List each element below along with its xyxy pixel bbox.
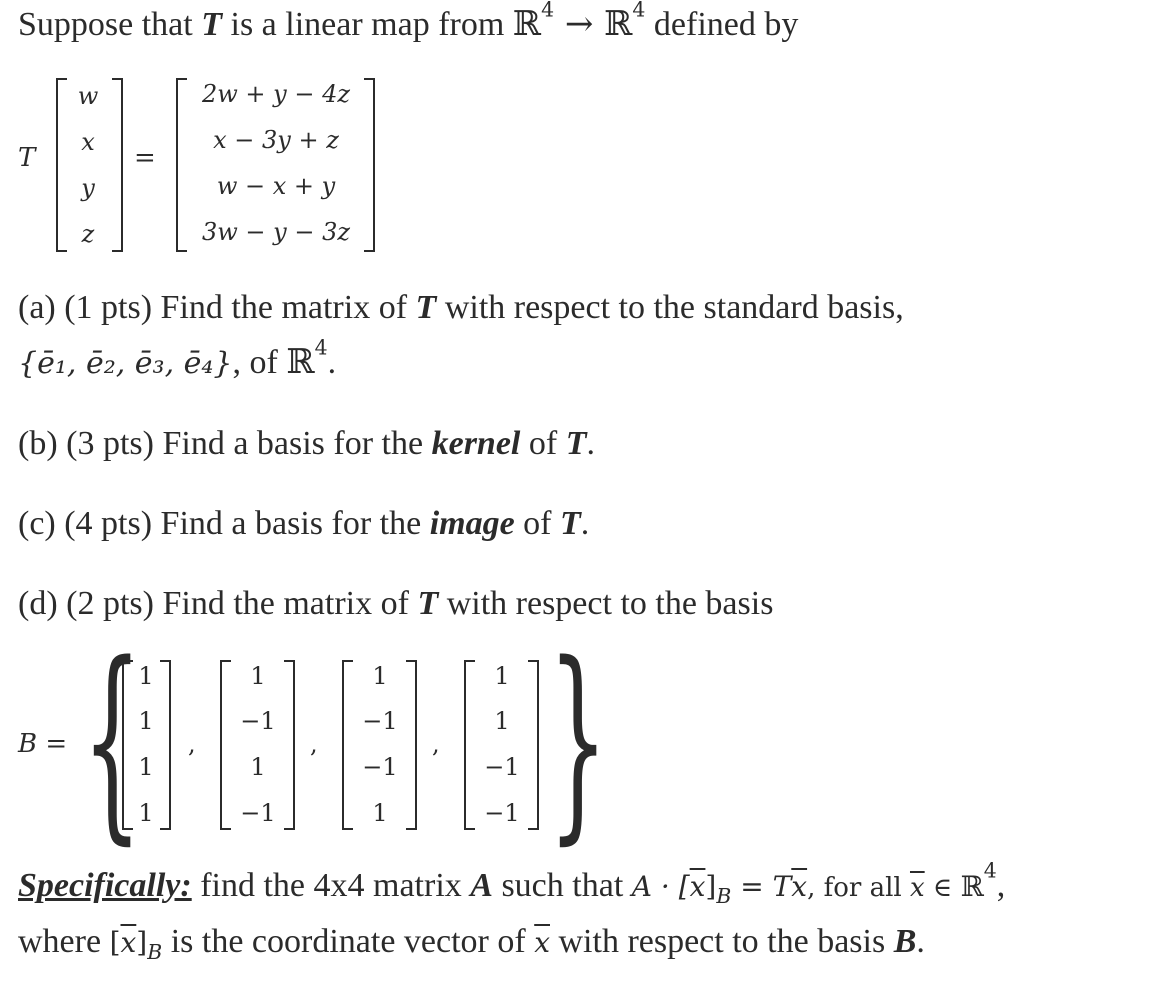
formula-equals-T: = T [731, 870, 792, 903]
map-symbol-T: T [415, 289, 437, 326]
output-entry: 2w + y − 4z [201, 80, 351, 108]
vector-entry: 1 [138, 799, 154, 827]
vector-entry: −1 [484, 799, 520, 827]
vector-entry: −1 [240, 707, 276, 735]
vector-entry: −1 [484, 753, 520, 781]
separator-comma: , [310, 730, 318, 758]
part-b-line [18, 424, 595, 464]
formula-A-dot: A · [ [631, 870, 690, 903]
vector-entry: 1 [138, 662, 154, 690]
basis-B-label: B = [18, 729, 68, 759]
specifically-line2 [18, 922, 925, 963]
input-entry: w [77, 82, 99, 110]
specifically-label: Specifically: [18, 867, 192, 904]
output-right-bracket [364, 78, 375, 252]
vector-entry: 1 [138, 753, 154, 781]
vector-entry: 1 [372, 662, 388, 690]
vector1-left-bracket [122, 660, 133, 830]
domain-exponent: 4 [541, 0, 555, 22]
matrix-symbol-A: A [470, 867, 493, 904]
map-symbol-T: T [417, 585, 439, 622]
vector-entry: 1 [138, 707, 154, 735]
x-bar-symbol: $\overline{x}$ [689, 870, 706, 903]
input-left-bracket [56, 78, 67, 252]
part-a-line1 [18, 288, 904, 328]
output-entry: w − x + y [216, 172, 336, 200]
specifically-text: find the 4x4 matrix [191, 867, 471, 904]
intro-mid: is a linear map from [222, 6, 513, 43]
part-d-text-end: with respect to the basis [438, 585, 774, 622]
vector4-right-bracket [528, 660, 539, 830]
x-bar-symbol: $\overline{x}$ [791, 870, 808, 903]
part-b-period: . [586, 425, 595, 462]
vector3-right-bracket [406, 660, 417, 830]
part-c-line [18, 504, 589, 544]
image-keyword: image [429, 505, 515, 542]
bracket-close: ] [136, 926, 148, 959]
x-bar-symbol: $\overline{x}$ [909, 873, 925, 903]
subscript-B: B [147, 940, 163, 965]
coordinate-vector-text: is the coordinate vector of [162, 923, 535, 960]
output-entry: 3w − y − 3z [201, 218, 351, 246]
part-a-line2 [18, 335, 337, 384]
vector4-left-bracket [464, 660, 475, 830]
output-left-bracket [176, 78, 187, 252]
map-symbol-T: T [560, 505, 581, 542]
equals-sign: = [134, 143, 156, 173]
vector-entry: 1 [250, 662, 266, 690]
part-c-of: of [514, 505, 560, 542]
right-brace: } [548, 618, 609, 863]
space-exponent: 4 [314, 335, 328, 360]
input-entry: z [81, 220, 95, 248]
part-c-text: (c) (4 pts) Find a basis for the [18, 505, 430, 542]
intro-suffix: defined by [645, 6, 799, 43]
part-b-of: of [520, 425, 566, 462]
standard-basis-set: {ē₁, ē₂, ē₃, ē₄} [18, 346, 233, 381]
specifically-comma: , [996, 867, 1006, 904]
vector-entry: 1 [494, 662, 510, 690]
T-label: T [18, 143, 36, 173]
vector2-left-bracket [220, 660, 231, 830]
input-entry: y [81, 174, 95, 202]
part-a-text-end: with respect to the standard basis, [436, 289, 904, 326]
part-d-text: (d) (2 pts) Find the matrix of [18, 585, 418, 622]
vector2-right-bracket [284, 660, 295, 830]
specifically-such-that: such that [492, 867, 632, 904]
vector-entry: −1 [362, 707, 398, 735]
input-right-bracket [112, 78, 123, 252]
separator-comma: , [188, 730, 196, 758]
specifically-line1 [18, 858, 1006, 909]
x-bar-symbol: $\overline{x}$ [534, 926, 550, 959]
space-R: ℝ [286, 342, 315, 382]
vector3-left-bracket [342, 660, 353, 830]
subscript-B: B [716, 884, 732, 909]
bracket-open: [ [109, 926, 121, 959]
codomain-exponent: 4 [632, 0, 646, 22]
output-entry: x − 3y + z [213, 126, 339, 154]
final-period: . [916, 923, 925, 960]
domain-R: ℝ [512, 4, 542, 44]
vector-entry: 1 [372, 799, 388, 827]
x-bar-symbol: $\overline{x}$ [120, 926, 137, 959]
part-c-period: . [580, 505, 590, 542]
vector-entry: −1 [240, 799, 276, 827]
vector1-right-bracket [160, 660, 171, 830]
space-R: ℝ [960, 870, 984, 903]
vector-entry: 1 [494, 707, 510, 735]
formula-bracket-close: ] [705, 870, 717, 903]
basis-symbol-B: B [893, 923, 917, 960]
map-symbol-T: T [565, 425, 587, 462]
arrow-symbol: → [554, 4, 605, 44]
part-a-period: . [327, 344, 337, 381]
part-b-text: (b) (3 pts) Find a basis for the [18, 425, 432, 462]
part-a-of: , of [232, 344, 287, 381]
input-entry: x [81, 128, 95, 156]
intro-prefix: Suppose that [18, 6, 202, 43]
element-of-symbol: ∈ [924, 873, 961, 903]
for-all-text: , for all [807, 873, 910, 903]
kernel-keyword: kernel [431, 425, 521, 462]
respect-basis-text: with respect to the basis [550, 923, 894, 960]
separator-comma: , [432, 730, 440, 758]
part-a-text: (a) (1 pts) Find the matrix of [18, 289, 416, 326]
where-text: where [18, 923, 110, 960]
space-exponent: 4 [983, 858, 997, 883]
intro-sentence [18, 0, 799, 45]
vector-entry: −1 [362, 753, 398, 781]
codomain-R: ℝ [604, 4, 633, 44]
map-symbol-T: T [201, 6, 222, 43]
vector-entry: 1 [250, 753, 266, 781]
left-brace: { [82, 618, 143, 863]
